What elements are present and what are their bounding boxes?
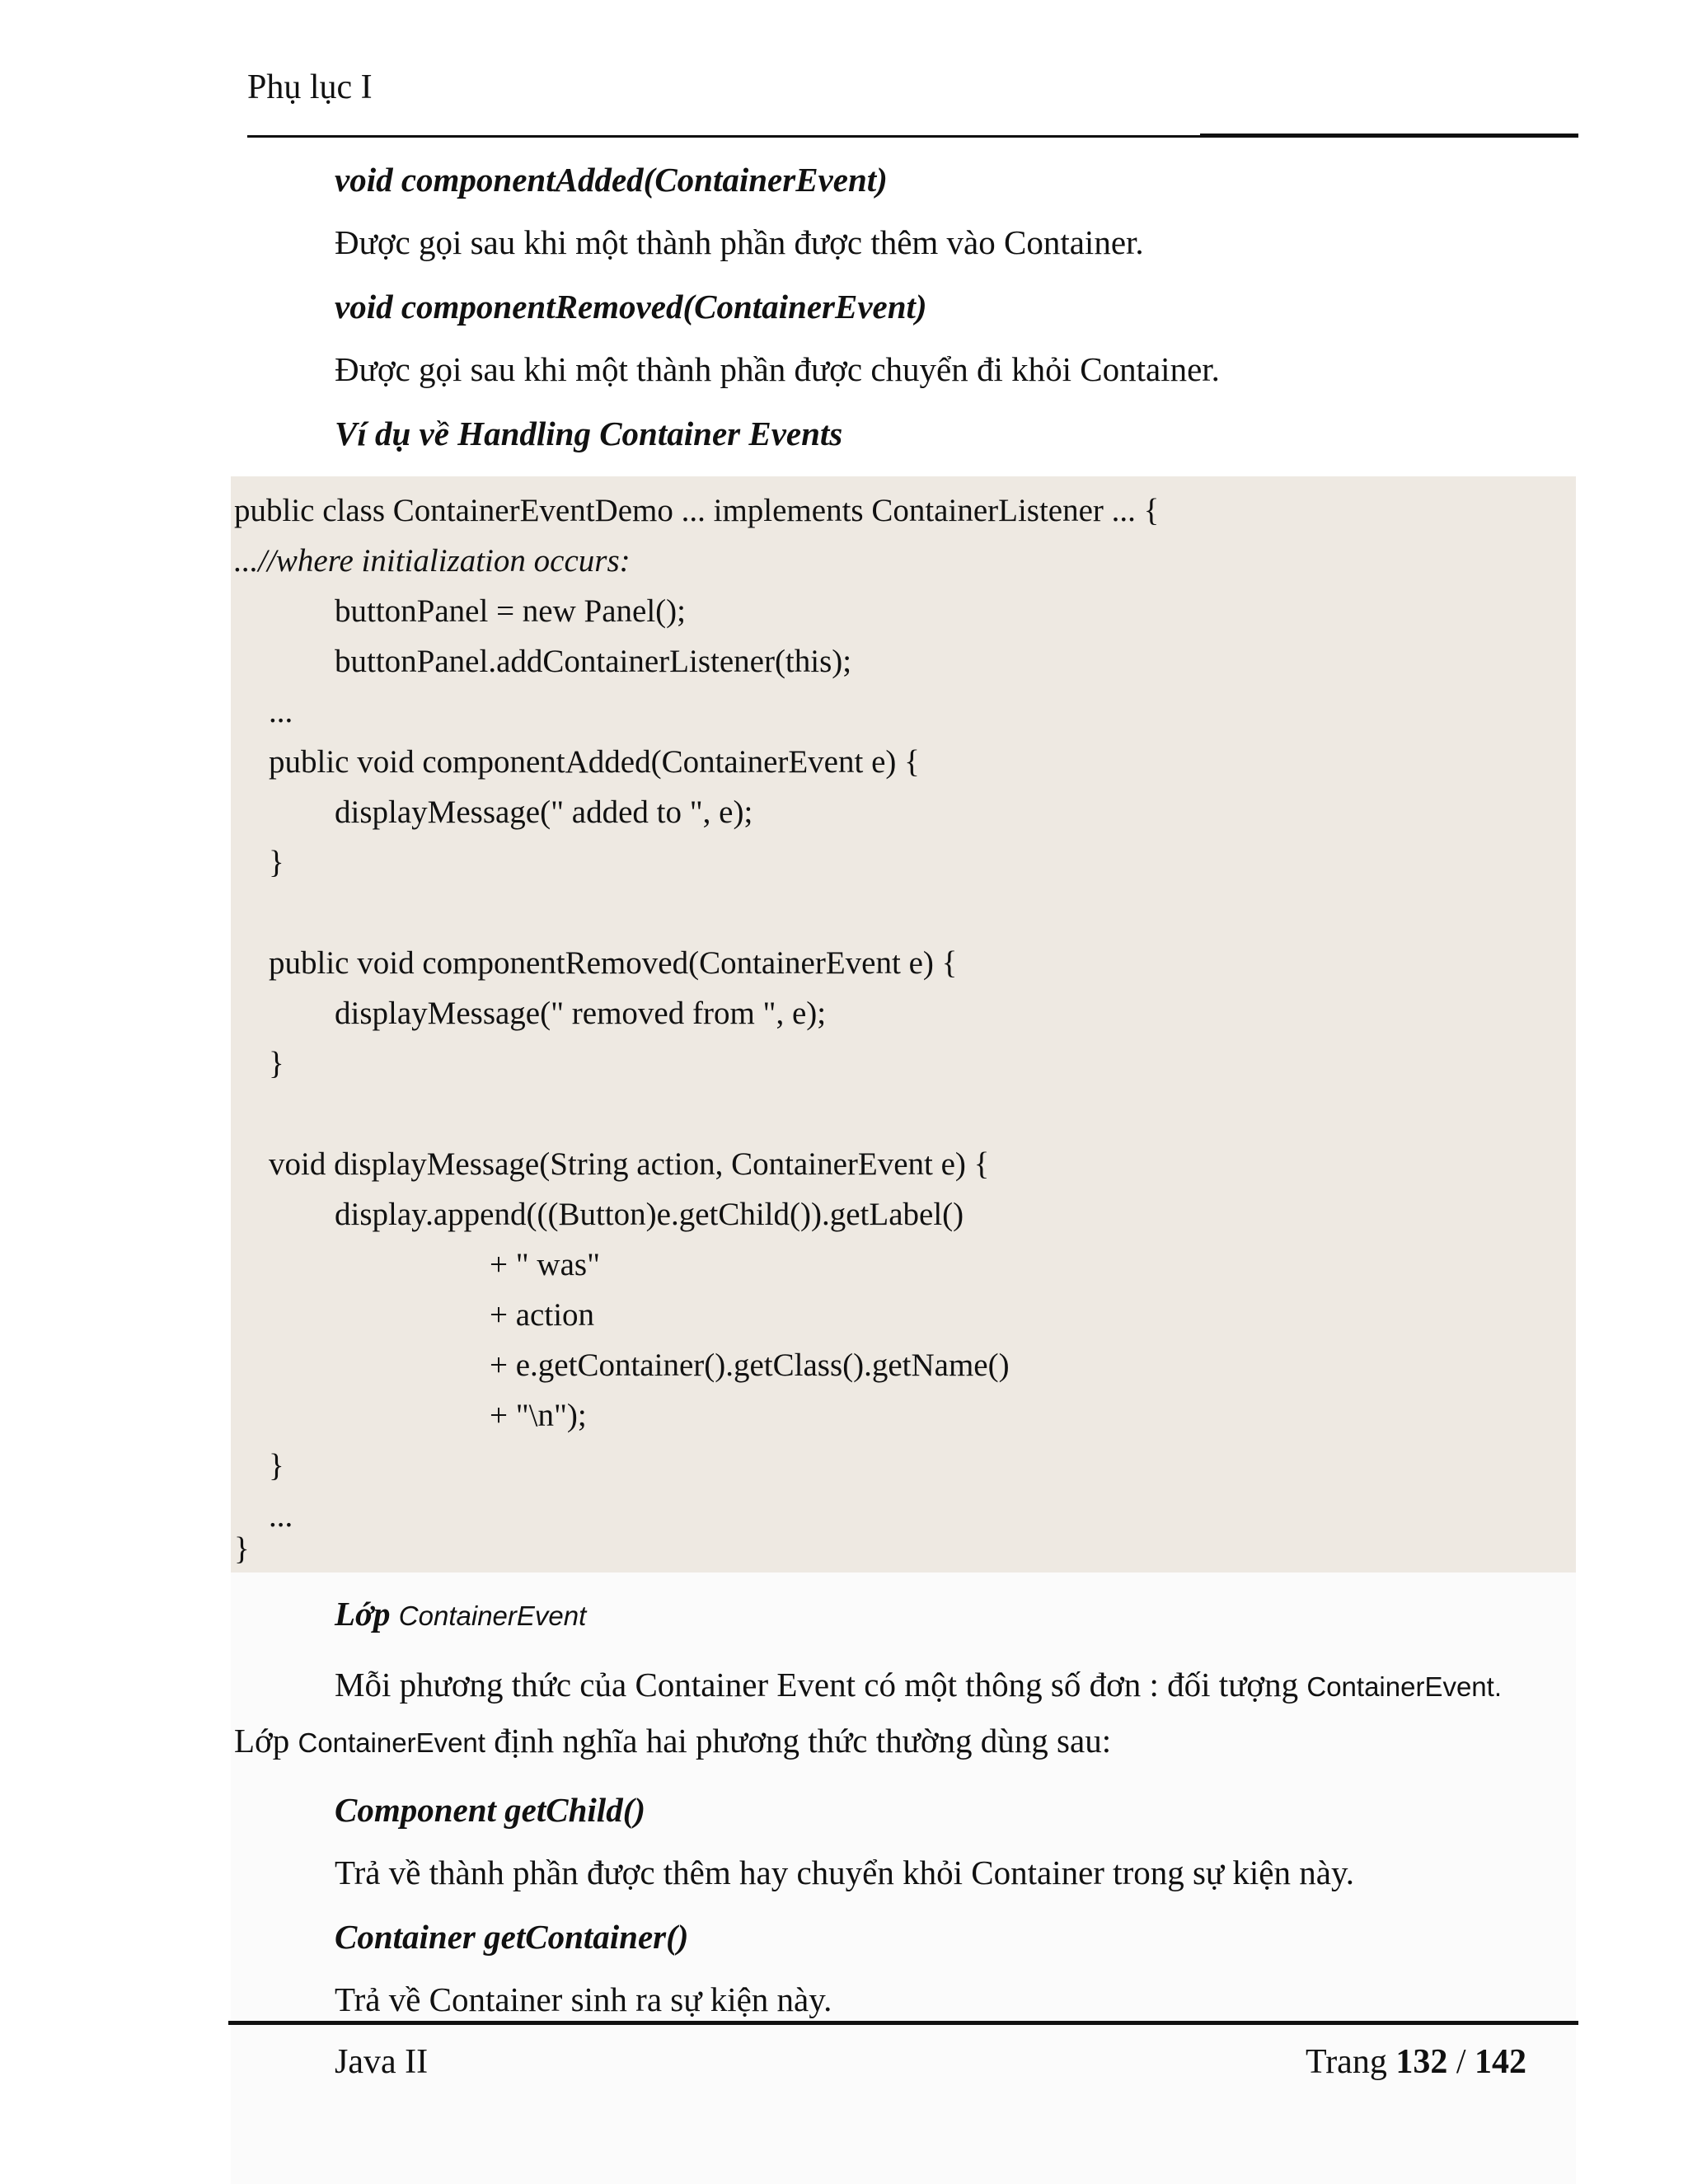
code-line: void displayMessage(String action, ContainerEvent e) { <box>269 1146 990 1182</box>
class-heading <box>335 1594 586 1633</box>
code-line: displayMessage(" added to ", e); <box>335 794 753 830</box>
class-para-2-text: định nghĩa hai phương thức thường dùng sau: <box>494 1722 1112 1760</box>
code-line: } <box>269 1448 284 1483</box>
method-get-container-desc: Trả về Container sinh ra sự kiện này. <box>335 1980 832 2018</box>
method-component-removed: void componentRemoved(ContainerEvent) <box>335 288 927 326</box>
code-line: buttonPanel = new Panel(); <box>335 593 686 629</box>
code-line: displayMessage(" removed from ", e); <box>335 996 827 1031</box>
class-para-2-prefix: Lớp <box>234 1722 290 1760</box>
code-line: + "\n"); <box>490 1398 587 1433</box>
method-component-added: void componentAdded(ContainerEvent) <box>335 161 888 199</box>
method-get-container: Container getContainer() <box>335 1918 689 1956</box>
class-para-1-text: Mỗi phương thức của Container Event có một thông số đơn : đối tượng <box>335 1666 1299 1704</box>
code-line: display.append(((Button)e.getChild()).getLabel() <box>335 1197 964 1232</box>
class-para-2-class: ContainerEvent <box>298 1727 485 1758</box>
code-line: public void componentAdded(ContainerEvent e) { <box>269 744 920 780</box>
footer-page-number <box>1306 2042 1526 2082</box>
method-get-child: Component getChild() <box>335 1791 646 1829</box>
class-para-2 <box>234 1721 1111 1760</box>
code-line: + " was" <box>490 1247 600 1282</box>
class-para-1 <box>335 1665 1502 1704</box>
code-line: } <box>234 1531 250 1567</box>
class-heading-prefix: Lớp <box>335 1595 391 1633</box>
code-line: ... <box>269 1498 293 1534</box>
footer-page-separator: / <box>1456 2043 1466 2081</box>
code-line: } <box>269 1046 284 1081</box>
method-component-removed-desc: Được gọi sau khi một thành phần được chuyển đi khỏi Container. <box>335 350 1220 388</box>
footer-rule <box>228 2021 1578 2025</box>
code-line: public void componentRemoved(ContainerEvent e) { <box>269 945 958 981</box>
code-line: + action <box>490 1297 595 1333</box>
method-component-added-desc: Được gọi sau khi một thành phần được thêm vào Container. <box>335 223 1144 261</box>
code-line: } <box>269 845 284 880</box>
footer-page-current: 132 <box>1395 2043 1448 2081</box>
footer-page-label: Trang <box>1306 2043 1387 2081</box>
code-comment: ...//where initialization occurs: <box>234 543 631 579</box>
footer-page-total: 142 <box>1475 2043 1526 2081</box>
page-header-title: Phụ lục I <box>247 68 373 106</box>
code-line: + e.getContainer().getClass().getName() <box>490 1347 1010 1383</box>
class-heading-name: ContainerEvent <box>398 1601 587 1631</box>
code-line: buttonPanel.addContainerListener(this); <box>335 644 852 679</box>
footer-course-title: Java II <box>335 2043 429 2081</box>
header-rule-accent <box>1200 134 1578 138</box>
code-block <box>231 476 1576 1572</box>
code-line: public class ContainerEventDemo ... implements ContainerListener ... { <box>234 493 1160 528</box>
example-heading: Ví dụ về Handling Container Events <box>335 415 843 452</box>
class-para-1-class: ContainerEvent. <box>1306 1671 1502 1702</box>
method-get-child-desc: Trả về thành phần được thêm hay chuyển khỏi Container trong sự kiện này. <box>335 1854 1355 1891</box>
code-line: ... <box>269 694 293 729</box>
